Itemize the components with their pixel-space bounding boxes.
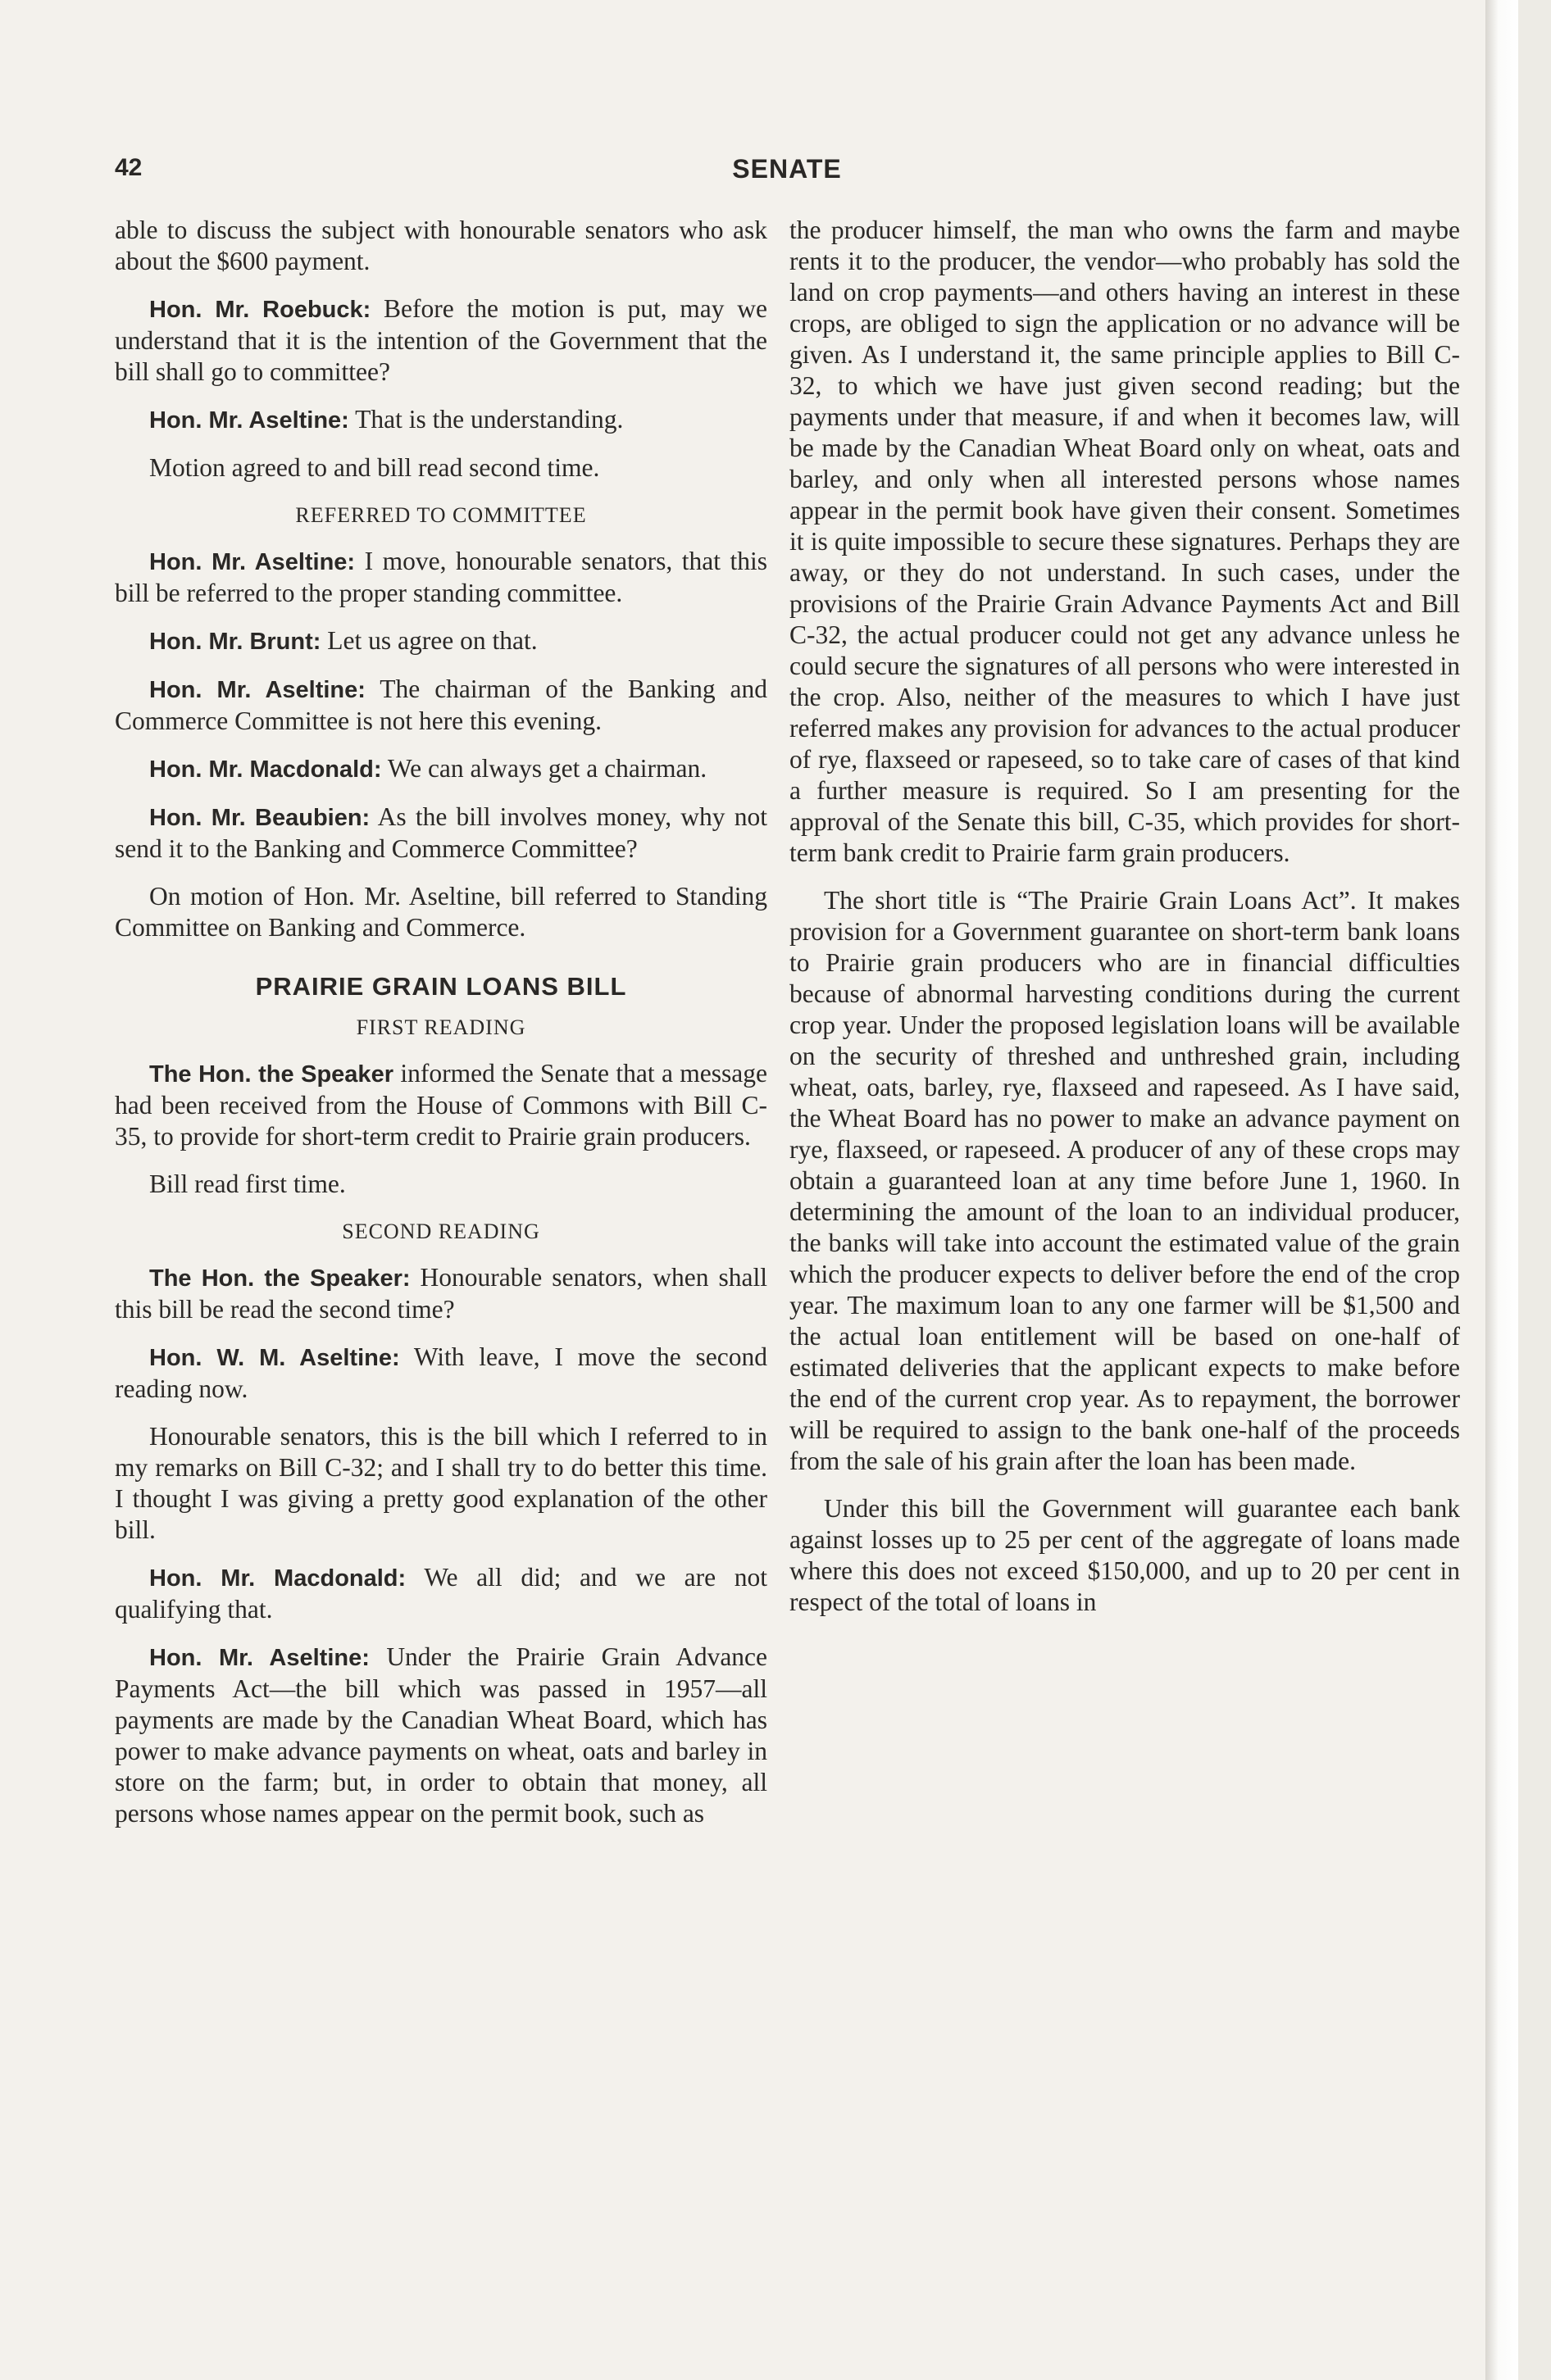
speech: That is the understanding. (355, 405, 624, 434)
speaker: Hon. Mr. Beaubien: (149, 805, 371, 831)
speaker: Hon. Mr. Aseltine: (149, 549, 356, 575)
paragraph (115, 1058, 767, 1152)
paragraph (115, 404, 767, 436)
paragraph: Bill read first time. (149, 1170, 346, 1198)
speech: informed the Senate that a message had been received from the House of Commons with Bill C-35, to provide for short-term credit to Prairie grain producers. (115, 1059, 768, 1151)
paragraph (115, 625, 767, 657)
paragraph (115, 802, 767, 865)
speech: The chairman of the Banking and Commerce Committee is not here this evening. (115, 674, 768, 735)
page-header (115, 154, 1459, 192)
paragraph (115, 753, 767, 785)
speech: Honourable senators, when shall this bill be read the second time? (115, 1263, 768, 1324)
subheading-referred: REFERRED TO COMMITTEE (295, 503, 587, 527)
speech: We all did; and we are not qualifying that. (115, 1563, 768, 1624)
paragraph: the producer himself, the man who owns the farm and maybe rents it to the producer, the vendor—who probably has sold the land on crop payments—and others having an interest in these crops, are obliged to sign the application or no advance will be given. As I understand it, the same principle applies to Bill C-32, to which we have just given second reading; but the payments under that measure, if and when it becomes law, will be made by the Canadian Wheat Board only on wheat, oats and barley, and only when all interested persons whose names appear in the permit book have given their consent. Sometimes it is quite impossible to secure these signatures. Perhaps they are away, or they do not understand. In such cases, under the provisions of the Prairie Grain Advance Payments Act and Bill C-32, the actual producer could not get any advance unless he could secure the signatures of all persons who were interested in the crop. Also, neither of the measures to which I have just referred makes any provision for advances to the actual producer of rye, flaxseed or rapeseed, so to take care of cases of that kind a further measure is required. So I am presenting for the approval of the Senate this bill, C-35, which provides for short-term bank credit to Prairie farm grain producers. (789, 216, 1460, 867)
page-number: 42 (115, 154, 143, 181)
speaker: The Hon. the Speaker: (149, 1265, 411, 1292)
paragraph (115, 1342, 767, 1405)
speaker: The Hon. the Speaker (149, 1061, 393, 1088)
speaker: Hon. Mr. Roebuck: (149, 297, 371, 323)
paragraph: On motion of Hon. Mr. Aseltine, bill referred to Standing Committee on Banking and Commerce. (115, 882, 767, 942)
speaker: Hon. Mr. Brunt: (149, 629, 321, 655)
paragraph (115, 674, 767, 737)
paragraph (115, 1642, 767, 1829)
speaker: Hon. Mr. Aseltine: (149, 407, 349, 434)
paragraph: The short title is “The Prairie Grain Loans Act”. It makes provision for a Government guarantee on short-term bank loans to Prairie grain producers who are in financial difficulties because of abnormal harvesting conditions during the current crop year. Under the proposed legislation loans will be available on the security of threshed and unthreshed grain, including wheat, oats, barley, rye, flaxseed and rapeseed. As I have said, the Wheat Board has no power to make an advance payment on rye, flaxseed, or rapeseed. A producer of any of these crops may obtain a guaranteed loan at any time before June 1, 1960. In determining the amount of the loan to an individual producer, the banks will take into account the estimated value of the grain which the producer expects to deliver before the end of the crop year. The maximum loan to any one farmer will be $1,500 and the actual loan entitlement will be based on one-half of estimated deliveries that the applicant expects to make before the end of the current crop year. As to repayment, the borrower will be required to assign to the bank one-half of the proceeds from the sale of his grain after the loan has been made. (789, 886, 1460, 1475)
subheading-first-reading: FIRST READING (356, 1015, 526, 1039)
speech: Let us agree on that. (327, 626, 538, 655)
paragraph (115, 1262, 767, 1325)
speaker: Hon. W. M. Aseltine: (149, 1345, 400, 1371)
paragraph: Motion agreed to and bill read second time. (149, 453, 600, 482)
paragraph (115, 293, 767, 388)
speech: Under the Prairie Grain Advance Payments Act—the bill which was passed in 1957—all payments are made by the Canadian Wheat Board, which has power to make advance payments on wheat, oats and barley in store on the farm; but, in order to obtain that money, all persons whose names appear on the permit book, such as (115, 1642, 768, 1828)
running-head: SENATE (732, 154, 842, 184)
speech: We can always get a chairman. (387, 754, 707, 783)
subheading-second-reading: SECOND READING (342, 1220, 540, 1243)
speech: With leave, I move the second reading now. (115, 1342, 767, 1403)
paragraph (115, 546, 767, 609)
left-column (115, 215, 767, 1846)
speech: Before the motion is put, may we understand that it is the intention of the Government that the bill shall go to committee? (115, 294, 768, 386)
speech: I move, honourable senators, that this bill be referred to the proper standing committee. (115, 547, 767, 607)
speaker: Hon. Mr. Macdonald: (149, 1565, 407, 1592)
speaker: Hon. Mr. Aseltine: (149, 677, 366, 703)
bill-title: PRAIRIE GRAIN LOANS BILL (255, 972, 627, 1001)
page-edge (1485, 0, 1518, 2380)
speaker: Hon. Mr. Aseltine: (149, 1645, 370, 1671)
paragraph: able to discuss the subject with honourable senators who ask about the $600 payment. (115, 216, 767, 275)
speech: As the bill involves money, why not send it to the Banking and Commerce Committee? (115, 802, 767, 863)
paragraph (115, 1562, 767, 1625)
right-column (789, 215, 1460, 1634)
paragraph: Honourable senators, this is the bill which I referred to in my remarks on Bill C-32; and I shall try to do better this time. I thought I was giving a pretty good explanation of the other bill. (115, 1422, 767, 1544)
speaker: Hon. Mr. Macdonald: (149, 756, 382, 783)
paragraph: Under this bill the Government will guarantee each bank against losses up to 25 per cent of the aggregate of loans made where this does not exceed $150,000, and up to 20 per cent in respect of the total of loans in (789, 1494, 1460, 1616)
